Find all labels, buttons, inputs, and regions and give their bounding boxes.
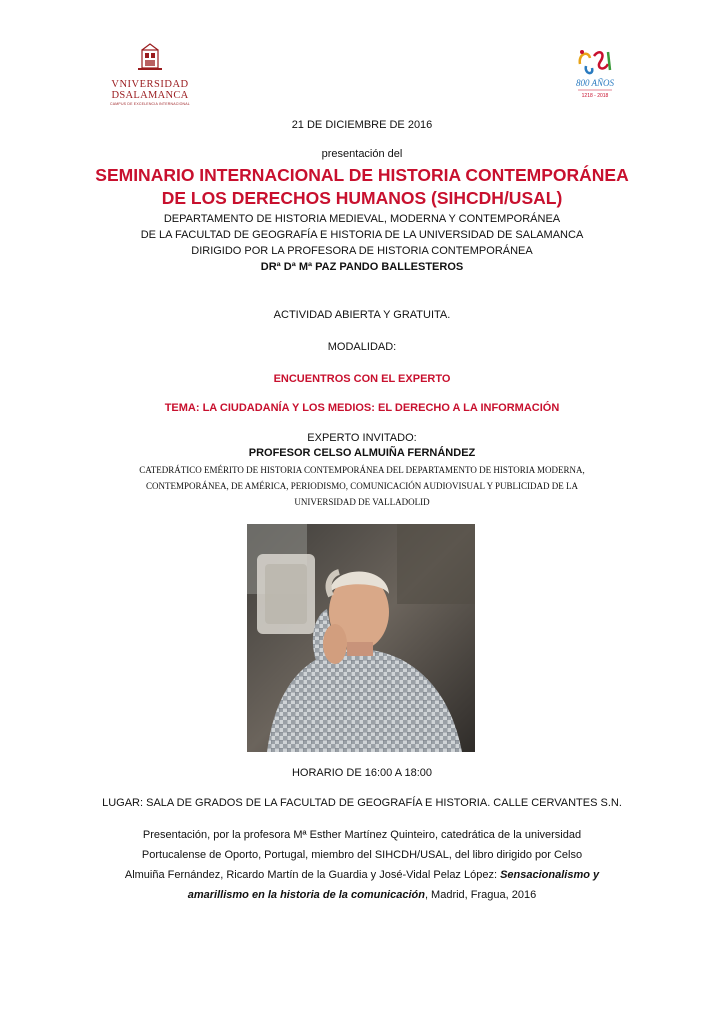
presentation-line1: Presentación, por la profesora Mª Esther Martínez Quinteiro, catedrática de la universidad [142, 829, 582, 841]
book-title-part2: amarillismo en la historia de la comunicación [187, 889, 425, 901]
activity-note: ACTIVIDAD ABIERTA Y GRATUITA. [273, 309, 451, 321]
department-line2: DE LA FACULTAD DE GEOGRAFÍA E HISTORIA DE LA UNIVERSIDAD DE SALAMANCA [140, 229, 584, 241]
event-date: 21 DE DICIEMBRE DE 2016 [291, 119, 433, 131]
expert-bio-line1: CATEDRÁTICO EMÉRITO DE HISTORIA CONTEMPORÁNEA DEL DEPARTAMENTO DE HISTORIA MODERNA, [139, 465, 585, 475]
presentation-line4 [0, 885, 724, 905]
expert-label: EXPERTO INVITADO: [307, 432, 417, 444]
university-seal-icon [133, 42, 167, 72]
university-name-line1: VNIVERSIDAD [111, 79, 189, 90]
university-logo [110, 42, 190, 107]
venue: LUGAR: SALA DE GRADOS DE LA FACULTAD DE GEOGRAFÍA E HISTORIA. CALLE CERVANTES S.N. [102, 797, 622, 809]
modality-value: ENCUENTROS CON EL EXPERTO [273, 373, 451, 385]
svg-text:1218 - 2018: 1218 - 2018 [581, 93, 609, 99]
seminar-title-line2: DE LOS DERECHOS HUMANOS (SIHCDH/USAL) [161, 188, 563, 208]
intro-text: presentación del [321, 148, 403, 160]
publication-info: , Madrid, Fragua, 2016 [424, 889, 537, 901]
anniversary-logo-icon [574, 44, 616, 102]
modality-label: MODALIDAD: [327, 341, 397, 353]
presentation-line2: Portucalense de Oporto, Portugal, miembro del SIHCDH/USAL, del libro dirigido por Celso [141, 849, 583, 861]
presentation-authors: Almuiña Fernández, Ricardo Martín de la Guardia y José-Vidal Pelaz López: [124, 869, 501, 881]
department-line3: DIRIGIDO POR LA PROFESORA DE HISTORIA CONTEMPORÁNEA [191, 245, 533, 257]
director-name: DRª Dª Mª PAZ PANDO BALLESTEROS [260, 261, 464, 273]
department-line1: DEPARTAMENTO DE HISTORIA MEDIEVAL, MODERNA Y CONTEMPORÁNEA [163, 213, 561, 225]
schedule: HORARIO DE 16:00 A 18:00 [291, 767, 433, 779]
university-name-line2: DSALAMANCA [111, 90, 189, 101]
expert-photo [247, 524, 475, 752]
book-title-part1: Sensacionalismo y [500, 869, 600, 881]
seminar-title-line1: SEMINARIO INTERNACIONAL DE HISTORIA CONTEMPORÁNEA [95, 165, 629, 185]
topic: TEMA: LA CIUDADANÍA Y LOS MEDIOS: EL DERECHO A LA INFORMACIÓN [164, 402, 560, 414]
expert-bio-line2: CONTEMPORÁNEA, DE AMÉRICA, PERIODISMO, COMUNICACIÓN AUDIOVISUAL Y PUBLICIDAD DE LA [145, 481, 578, 491]
expert-name: PROFESOR CELSO ALMUIÑA FERNÁNDEZ [248, 447, 476, 459]
svg-text:800 AÑOS: 800 AÑOS [575, 78, 615, 88]
expert-bio-line3: UNIVERSIDAD DE VALLADOLID [294, 497, 430, 507]
presentation-line3 [0, 865, 724, 885]
university-tagline: CAMPUS DE EXCELENCIA INTERNACIONAL [110, 102, 190, 106]
